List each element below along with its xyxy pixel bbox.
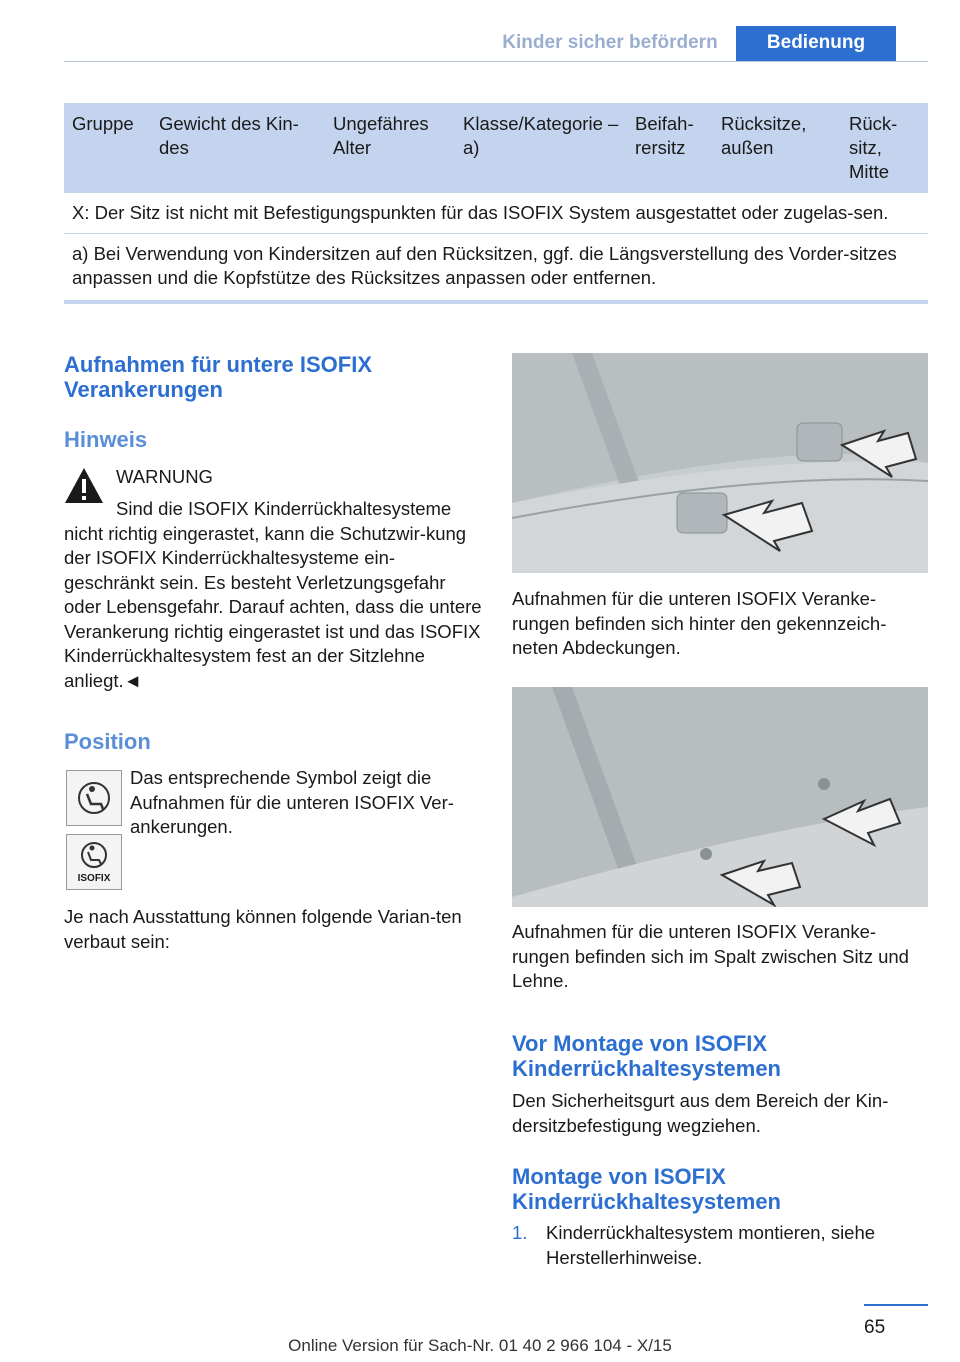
warning-label: WARNUNG xyxy=(116,466,213,487)
table-note-a: a) Bei Verwendung von Kindersitzen auf den Rücksitzen, ggf. die Längsverstellung des Vorder-sitzes anpassen und die Kopfstütze des Rücksitzes anpassen oder entfernen. xyxy=(64,234,928,303)
seat-photo-gap xyxy=(512,687,928,907)
hinweis-title: Hinweis xyxy=(64,427,148,452)
header-chapter-tab[interactable]: Bedienung xyxy=(736,26,896,61)
header-divider xyxy=(64,61,928,62)
table-note-x: X: Der Sitz ist nicht mit Befestigungspunkten für das ISOFIX System ausgestattet oder zugelas-sen. xyxy=(64,193,928,234)
isofix-table xyxy=(64,103,928,304)
vor-montage-title: Vor Montage von ISOFIX Kinderrückhaltesystemen xyxy=(512,1031,781,1081)
header-section-title: Kinder sicher befördern xyxy=(502,32,718,53)
warning-text: Sind die ISOFIX Kinderrückhaltesysteme nicht richtig eingerastet, kann die Schutzwir-kung der ISOFIX Kinderrückhaltesysteme ein-geschränkt sein. Es besteht Verletzungsgefahr oder Lebensgefahr. Darauf achten, dass die untere Verankerung richtig eingerastet ist und das ISOFIX Kinderrückhaltesystem fest an der Sitzlehne anliegt.◄ xyxy=(64,498,482,691)
position-title: Position xyxy=(64,729,151,754)
step1-text: Kinderrückhaltesystem montieren, siehe Herstellerhinweise. xyxy=(546,1222,876,1268)
table-row xyxy=(64,193,928,234)
page-number-rule xyxy=(864,1304,928,1306)
footer-text: Online Version für Sach-Nr. 01 40 2 966 104 - X/15 xyxy=(288,1336,672,1355)
photo1-caption: Aufnahmen für die unteren ISOFIX Veranke-rungen befinden sich hinter den gekennzeich-neten Abdeckungen. xyxy=(512,588,887,658)
montage-title: Montage von ISOFIX Kinderrückhaltesystemen xyxy=(512,1164,781,1214)
section-title-isofix: Aufnahmen für untere ISOFIX Verankerungen xyxy=(64,352,373,402)
variants-text: Je nach Ausstattung können folgende Varian-ten verbaut sein: xyxy=(64,906,462,952)
table-header-row xyxy=(64,103,928,193)
step1-number: 1. xyxy=(512,1222,528,1243)
table-header-cell: Gewicht des Kin-des xyxy=(151,103,325,193)
isofix-label-icon xyxy=(66,834,122,890)
table-header-cell: Beifah-rersitz xyxy=(627,103,713,193)
vor-montage-text: Den Sicherheitsgurt aus dem Bereich der Kin-dersitzbefestigung wegziehen. xyxy=(512,1090,889,1136)
table-header-cell: Rück-sitz, Mitte xyxy=(841,103,928,193)
isofix-icon-label: ISOFIX xyxy=(77,873,111,884)
seat-photo-covers xyxy=(512,353,928,573)
position-text: Das entsprechende Symbol zeigt die Aufnahmen für die unteren ISOFIX Ver-ankerungen. xyxy=(130,767,454,837)
table-header-cell: Rücksitze, außen xyxy=(713,103,841,193)
table-header-cell: Klasse/Kategorie – a) xyxy=(455,103,627,193)
page-number: 65 xyxy=(864,1317,886,1338)
table-row xyxy=(64,234,928,303)
table-header-cell: Ungefähres Alter xyxy=(325,103,455,193)
photo2-caption: Aufnahmen für die unteren ISOFIX Veranke-rungen befinden sich im Spalt zwischen Sitz und Lehne. xyxy=(512,921,909,991)
isofix-seat-icon xyxy=(66,770,122,826)
table-header-cell: Gruppe xyxy=(64,103,151,193)
